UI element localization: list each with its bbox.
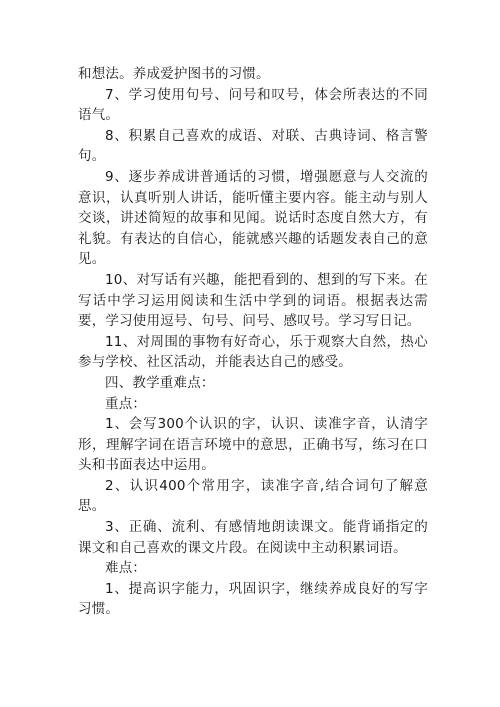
subheading-key-points: 重点： [105, 395, 147, 412]
paragraph: 2、认识400个常用字，读准字音,结合词句了解意思。 [78, 477, 428, 515]
paragraph: 3、正确、流利、有感情地朗读课文。能背诵指定的课文和自己喜欢的课文片段。在阅读中主动积累词语。 [78, 519, 428, 556]
paragraph: 8、积累自己喜欢的成语、对联、古典诗词、格言警句。 [78, 127, 428, 165]
paragraph: 11、对周围的事物有好奇心，乐于观察大自然，热心参与学校、社区活动，并能表达自己的感受。 [78, 333, 428, 371]
paragraph: 1、提高识字能力，巩固识字，继续养成良好的写字习惯。 [78, 580, 428, 618]
document-body [78, 64, 428, 620]
paragraph: 和想法。养成爱护图书的习惯。 [78, 66, 270, 82]
paragraph: 7、学习使用句号、问号和叹号，体会所表达的不同语气。 [78, 86, 428, 124]
paragraph: 9、逐步养成讲普通话的习惯，增强愿意与人交流的意识，认真听别人讲话，能听懂主要内容。能主动与别人交谈，讲述简短的故事和见闻。说话时态度自然大方，有礼貌。有表达的自信心，能就感兴趣的话题发表自己的意见。 [78, 168, 428, 268]
paragraph: 1、会写300个认识的字，认识、读准字音，认清字形，理解字词在语言环境中的意思，正确书写，练习在口头和书面表达中运用。 [78, 416, 428, 474]
paragraph: 10、对写话有兴趣，能把看到的、想到的写下来。在写话中学习运用阅读和生活中学到的词语。根据表达需要，学习使用逗号、句号、问号、感叹号。学习写日记。 [78, 271, 428, 330]
subheading-difficulties: 难点： [105, 560, 147, 577]
section-heading: 四、教学重难点： [105, 374, 215, 391]
